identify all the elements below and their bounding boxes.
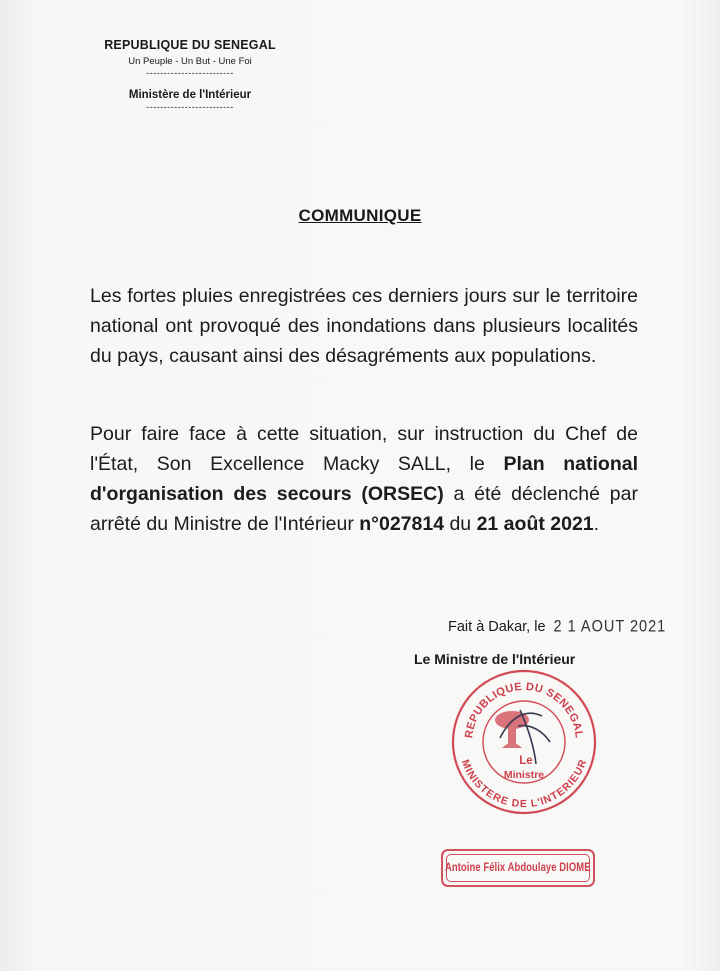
paragraph-2 xyxy=(90,419,638,539)
paragraph-2-text: Pour faire face à cette situation, sur instruction du Chef de l'État, Son Excellence Macky SALL, le xyxy=(90,423,638,475)
ministry-name: Ministère de l'Intérieur xyxy=(128,88,252,101)
separator-line: ------------------------- xyxy=(146,101,234,112)
national-motto: Un Peuple - Un But - Une Foi xyxy=(128,55,252,67)
paragraph-1: Les fortes pluies enregistrées ces derniers jours sur le territoire national ont provoqué des inondations dans plusieurs localités du pays, causant ainsi des désagréments aux populations. xyxy=(90,285,638,367)
country-name: REPUBLIQUE DU SENEGAL xyxy=(104,38,276,52)
seal-top-text: REPUBLIQUE DU SENEGAL xyxy=(463,680,585,739)
seal-center-line-2: Ministre xyxy=(503,769,545,781)
date-stamp: 2 1 AOUT 2021 xyxy=(553,617,667,637)
decree-number-bold: n°027814 xyxy=(359,513,445,535)
place-prefix: Fait à Dakar, le xyxy=(448,619,546,635)
name-stamp xyxy=(441,849,595,887)
separator-line: ------------------------- xyxy=(146,67,234,78)
decree-date-bold: 21 août 2021 xyxy=(476,513,594,535)
ministry-seal xyxy=(450,668,598,816)
svg-text:REPUBLIQUE DU SENEGAL xyxy=(463,681,585,739)
name-stamp-inner xyxy=(446,854,590,882)
paragraph-2-text: . xyxy=(593,513,600,535)
plan-orsec-bold: Plan national d'organisation des secours (ORSEC) xyxy=(90,453,638,505)
signer-title: Le Ministre de l'Intérieur xyxy=(414,651,576,667)
baobab-emblem-icon xyxy=(495,711,529,748)
seal-center-line-1: Le xyxy=(519,755,533,767)
seal-bottom-text: MINISTERE DE L'INTERIEUR xyxy=(458,758,590,811)
place-date-line xyxy=(448,619,666,635)
paragraph-2-text: a été déclenché par arrêté du Ministre de l'Intérieur xyxy=(90,483,638,535)
document-title: COMMUNIQUE xyxy=(298,206,422,225)
minister-name: Antoine Félix Abdoulaye DIOME xyxy=(445,862,591,874)
paragraph-2-text: du xyxy=(444,513,477,535)
letterhead xyxy=(80,38,300,112)
